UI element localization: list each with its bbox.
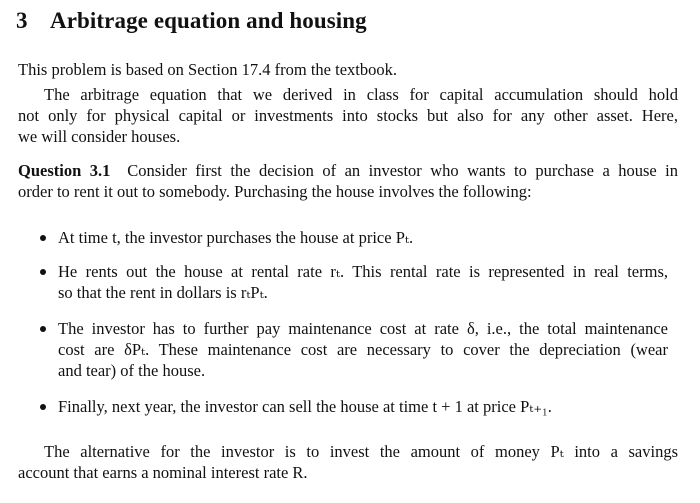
list-item-line: He rents out the house at rental rate rₜ. This rental rate is represented in real terms, <box>58 262 668 281</box>
intro-line: This problem is based on Section 17.4 from the textbook. <box>18 60 397 79</box>
question-line: order to rent it out to somebody. Purchasing the house involves the following: <box>18 182 532 201</box>
paragraph-line: we will consider houses. <box>18 127 181 146</box>
intro-paragraph <box>18 59 678 80</box>
section-heading <box>16 8 367 34</box>
list-item-line: At time t, the investor purchases the house at price Pₜ. <box>58 228 414 247</box>
paragraph-line: The arbitrage equation that we derived in class for capital accumulation should hold <box>44 85 678 104</box>
list-item-line: and tear) of the house. <box>58 361 206 380</box>
list-item-line: The investor has to further pay maintenance cost at rate δ, i.e., the total maintenance <box>58 319 668 338</box>
paragraph-line: The alternative for the investor is to invest the amount of money Pₜ into a savings <box>44 442 678 461</box>
question-paragraph <box>18 160 678 202</box>
bullet-dot-icon <box>40 269 46 275</box>
bullet-dot-icon <box>40 404 46 410</box>
closing-paragraph <box>18 441 678 483</box>
question-text: Consider first the decision of an investor who wants to purchase a house in <box>127 161 679 180</box>
list-item-line: cost are δPₜ. These maintenance cost are necessary to cover the depreciation (wear <box>58 340 668 359</box>
bullet-dot-icon <box>40 326 46 332</box>
bullet-dot-icon <box>40 235 46 241</box>
arbitrage-paragraph <box>18 84 678 147</box>
section-title: Arbitrage equation and housing <box>50 8 367 33</box>
list-item-line: Finally, next year, the investor can sell the house at time t + 1 at price Pₜ₊₁. <box>58 397 552 416</box>
paragraph-line: account that earns a nominal interest rate R. <box>18 463 308 482</box>
section-number: 3 <box>16 8 28 33</box>
list-item-line: so that the rent in dollars is rₜPₜ. <box>58 283 268 302</box>
question-line <box>18 160 678 181</box>
paragraph-line: not only for physical capital or investments into stocks but also for any other asset. Here, <box>18 106 678 125</box>
question-label: Question 3.1 <box>18 161 111 180</box>
